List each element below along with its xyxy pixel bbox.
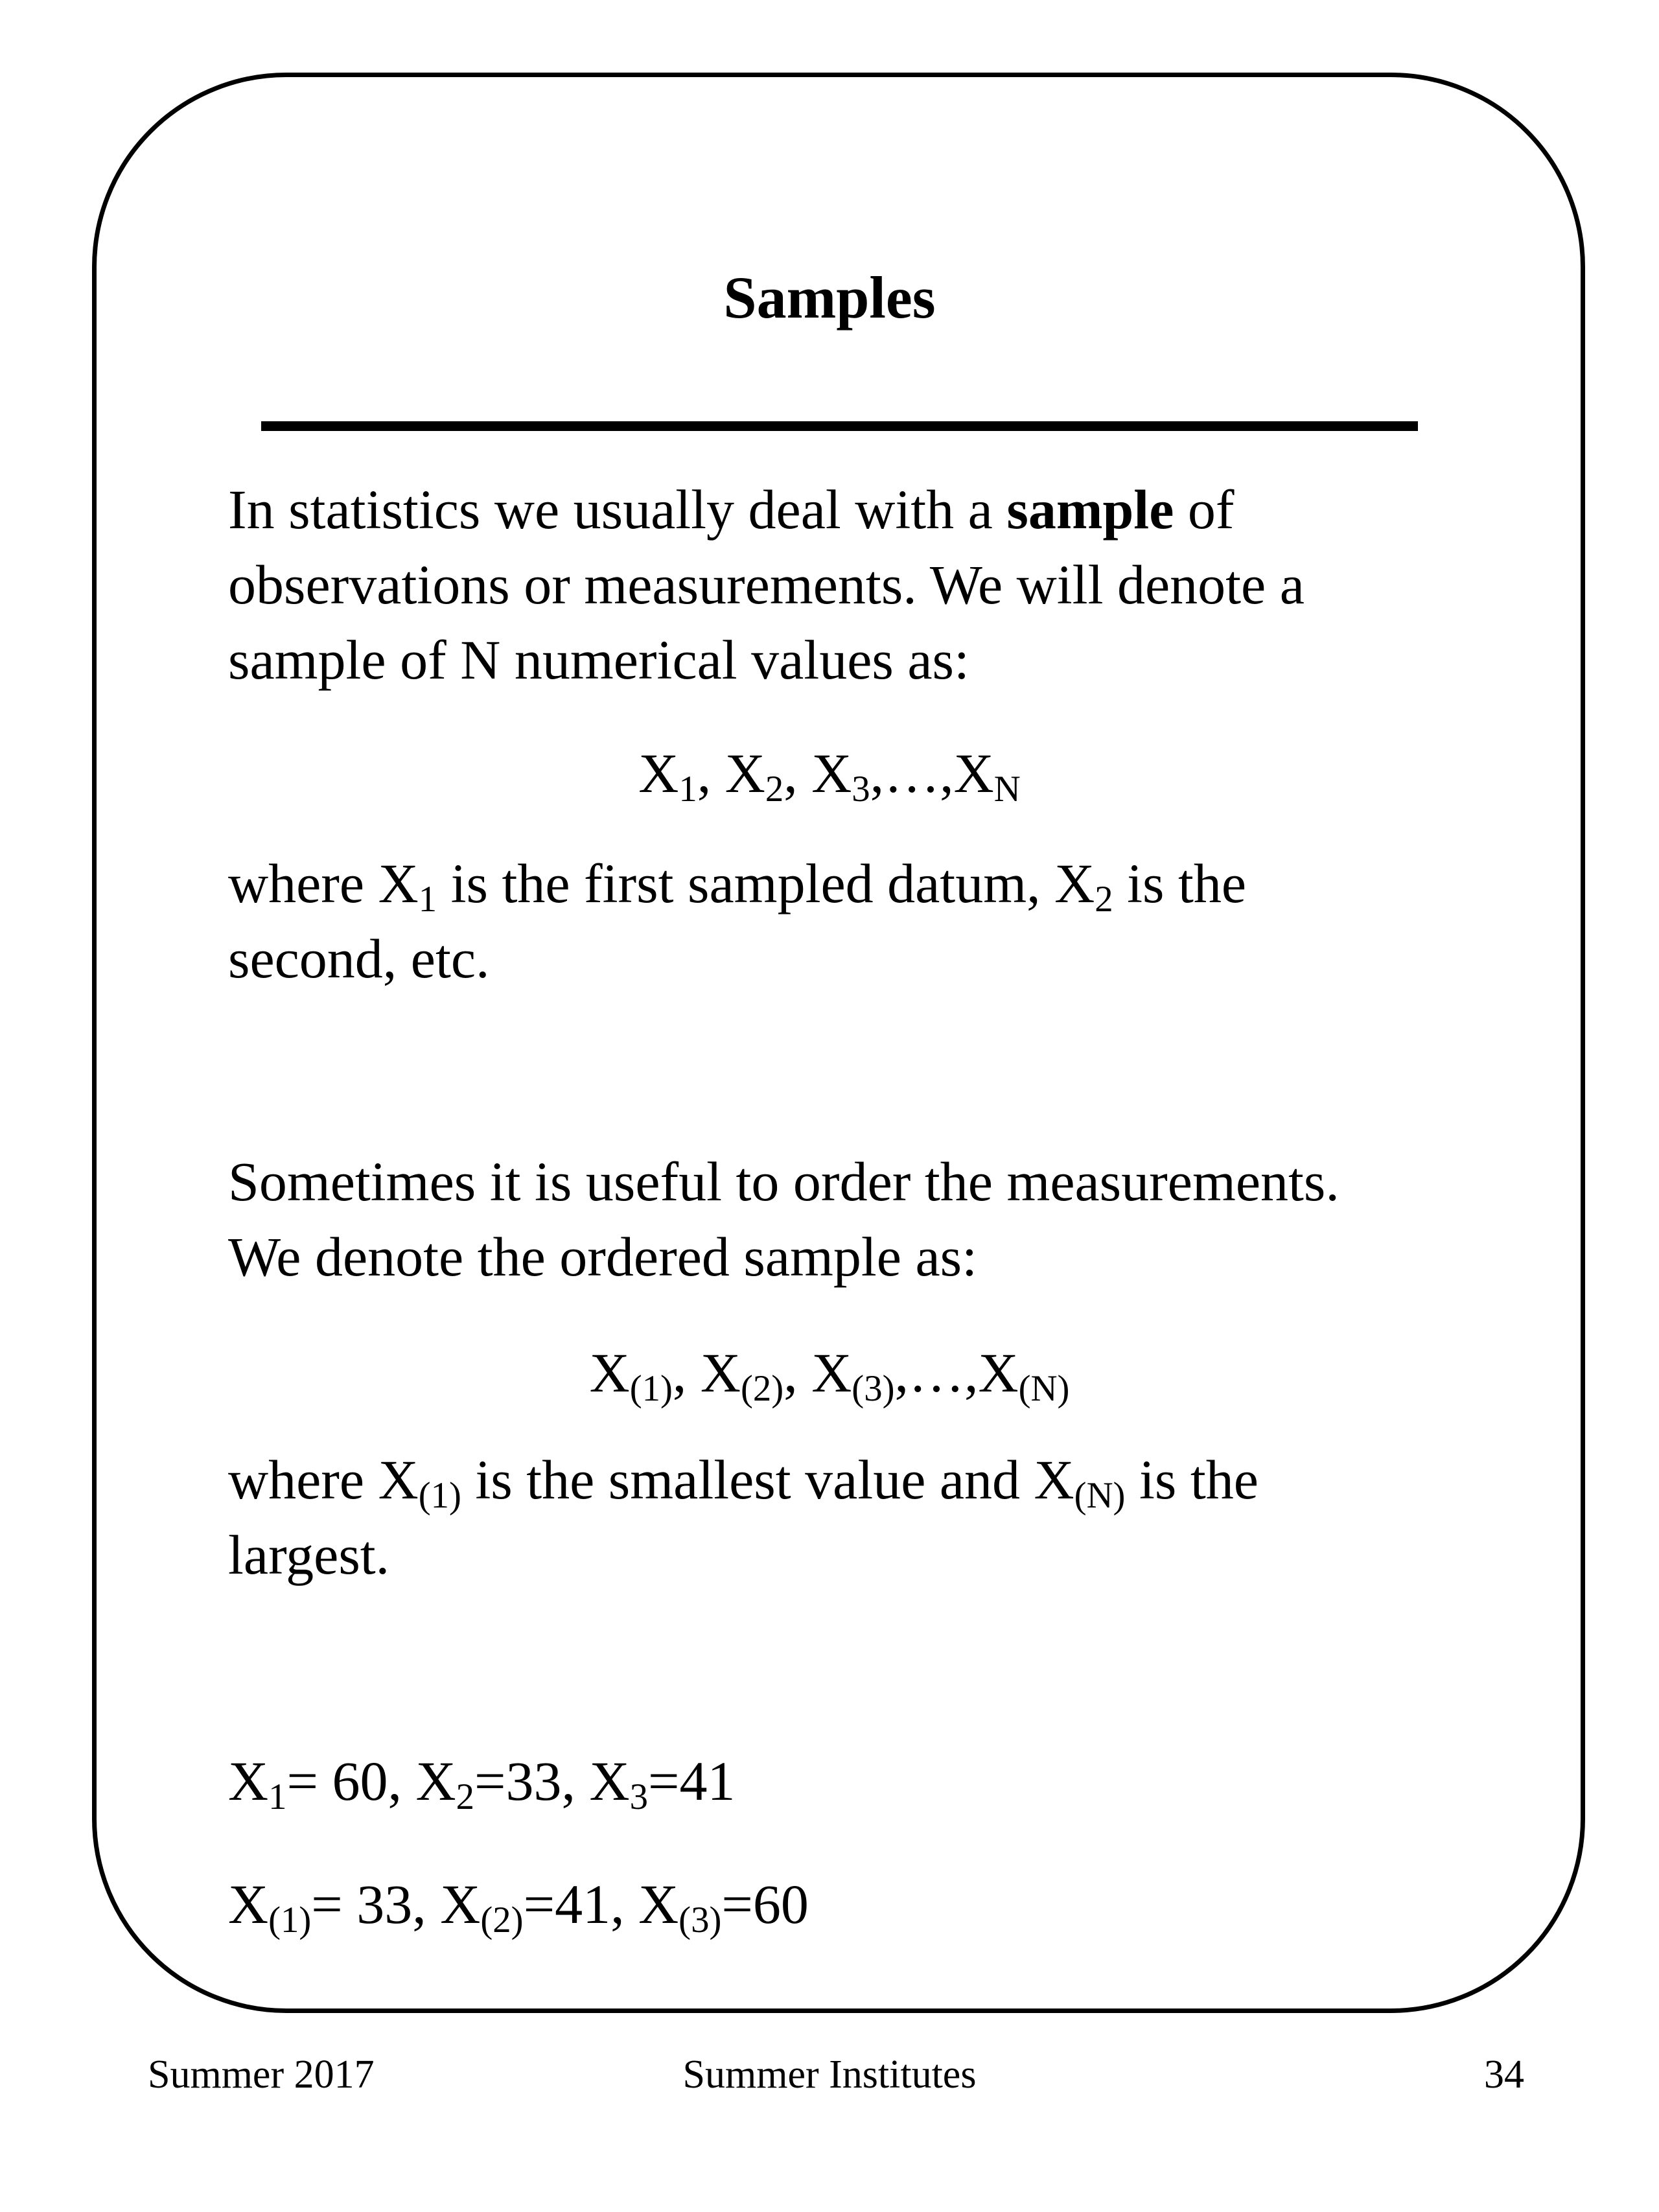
extremes-line-2: largest. [228,1524,390,1586]
ordered-sample-equation: $X_{(1)}$, $X_{(2)}$, $X_{(3)},\dots,X_{(N)}$ [589,1342,1070,1410]
footer-organization: Summer Institutes [682,2053,977,2097]
ordering-line-1: Sometimes it is useful to order the measurements. [228,1150,1340,1213]
paragraph-intro [228,472,1524,697]
intro-line-2: observations or measurements. We will denote a [228,553,1305,616]
extremes-line-1: where $X_{(1)}$ is the smallest value and $X_{(N)}$ is the [228,1449,1259,1517]
footer-date: Summer 2017 [148,2053,375,2097]
intro-line-1: In statistics we usually deal with a sample of [228,478,1235,541]
datum-line-2: second, etc. [228,927,490,990]
slide-title: Samples [723,264,936,331]
intro-line-3: sample of N numerical values as: [228,629,969,691]
slide-frame [92,73,1585,2013]
paragraph-smallest-largest [228,1442,1524,1592]
example-ordered: $X_{(1)}= 33$, $X_{(2)}=41$, $X_{(3)}=60$ [228,1873,809,1941]
paragraph-first-datum [228,846,1524,996]
datum-line-1: where $X_1$ is the first sampled datum, $X_2$ is the [228,852,1247,920]
title-rule [261,421,1418,431]
example-unordered: $X_1= 60$, $X_2=33$, $X_3=41$ [228,1750,736,1818]
sample-notation-equation: $X_1$, $X_2$, $X_3,\dots,X_N$ [638,742,1021,810]
sample-term: sample [1006,478,1174,541]
paragraph-ordering [228,1144,1524,1294]
ordering-line-2: We denote the ordered sample as: [228,1226,978,1288]
footer-page-number: 34 [1484,2053,1524,2097]
